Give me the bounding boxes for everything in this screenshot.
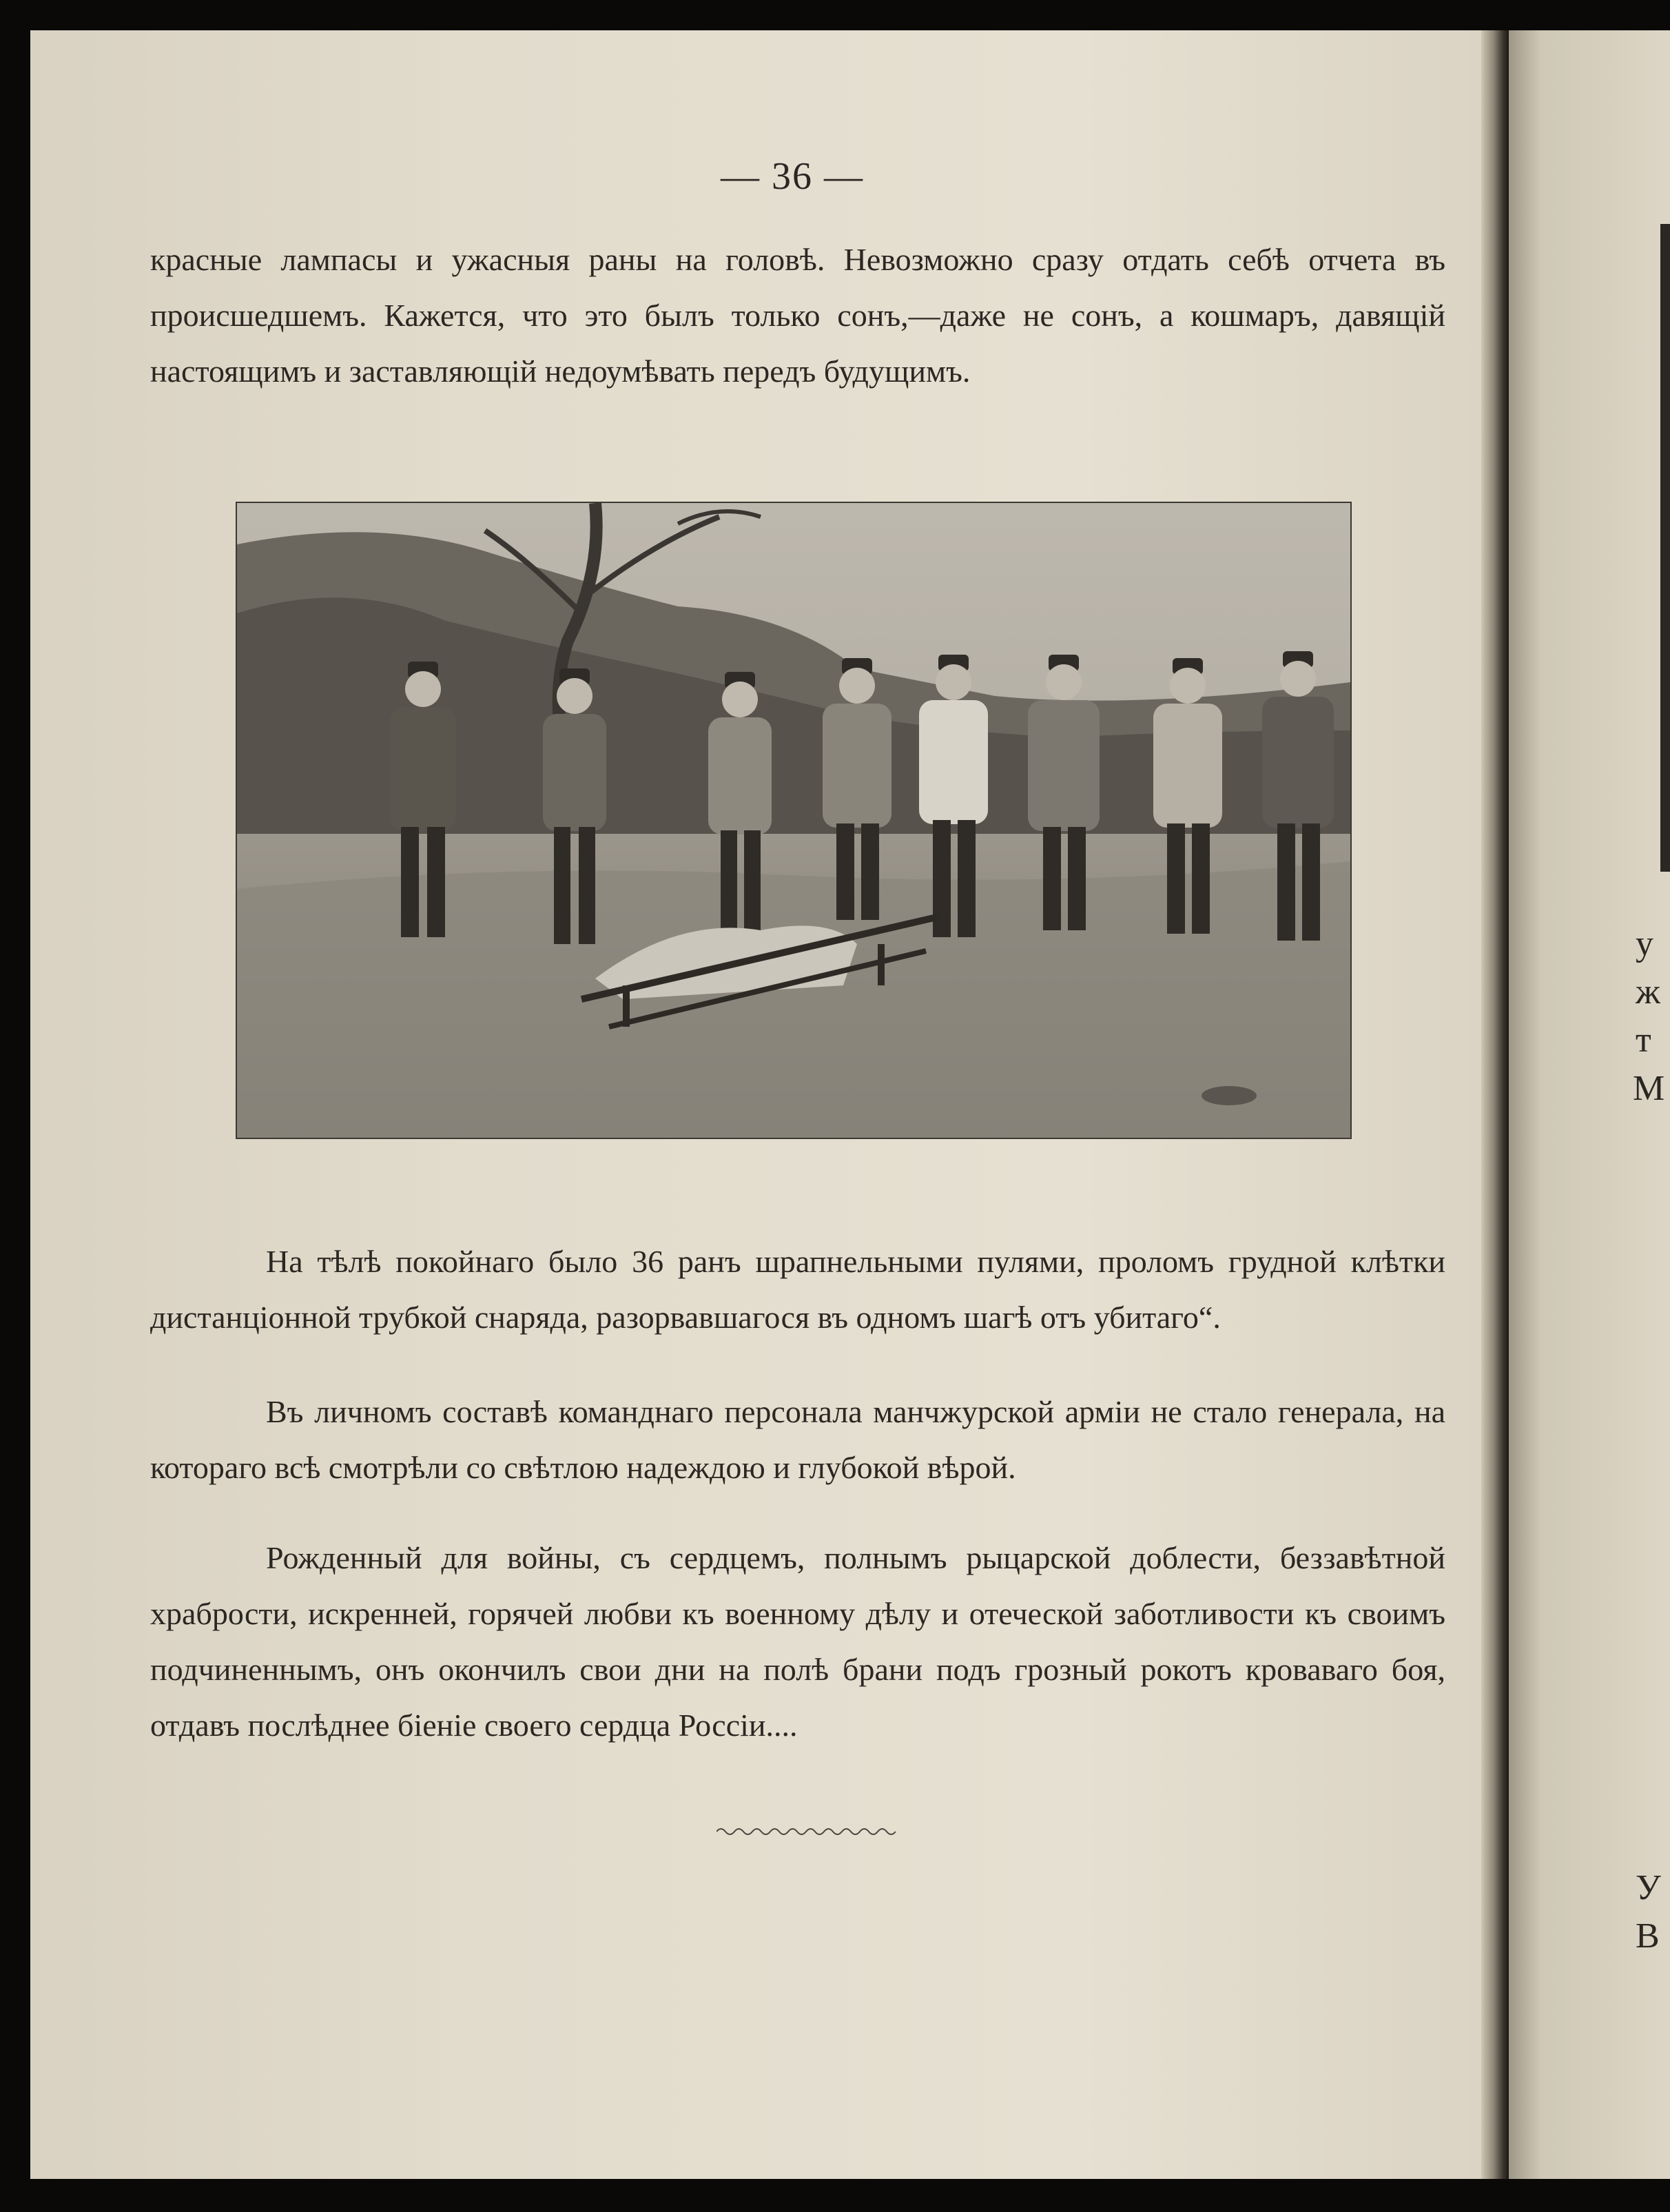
paragraph-1: На тѣлѣ покойнаго было 36 ранъ шрапнельными пулями, проломъ грудной клѣтки дистанціонной трубкой снаряда, разорвавшагося въ одномъ шагѣ отъ убитаго“. — [150, 1244, 1445, 1335]
right-page-fragment: М — [1633, 1069, 1665, 1108]
wavy-line-ornament — [717, 1825, 896, 1839]
paragraph-3: Рожденный для войны, съ сердцемъ, полнымъ рыцарской доблести, беззавѣтной храбрости, искренней, горячей любви къ военному дѣлу и отеческой заботливости къ своимъ подчиненнымъ, онъ окончилъ свои дни на полѣ брани подъ грозный рокотъ кроваваго боя, отдавъ послѣднее біеніе своего сердца Россіи.... — [150, 1540, 1445, 1743]
top-paragraph: красные лампасы и ужасныя раны на головѣ. Невозможно сразу отдать себѣ отчета въ происшедшемъ. Кажется, что это былъ только сонъ,—даже не сонъ, а кошмаръ, давящій настоящимъ и заставляющій недоумѣвать передъ будущимъ. — [150, 242, 1445, 389]
photograph-soldiers-with-stretcher — [236, 502, 1352, 1139]
right-page-fragment: У — [1636, 1868, 1661, 1907]
right-page-fragment: ж — [1636, 972, 1660, 1012]
right-page-fragment: т — [1636, 1021, 1651, 1060]
right-page-fragment: у — [1636, 924, 1653, 963]
photograph-image — [237, 503, 1350, 1138]
page-number: — 36 — — [721, 155, 864, 198]
book-gutter — [1481, 30, 1509, 2179]
right-page-fragment: В — [1636, 1916, 1660, 1956]
right-page-photo-edge — [1660, 224, 1670, 872]
paragraph-2: Въ личномъ составѣ команднаго персонала манчжурской арміи не стало генерала, на котораго всѣ смотрѣли со свѣтлою надеждою и глубокой вѣрой. — [150, 1394, 1445, 1485]
